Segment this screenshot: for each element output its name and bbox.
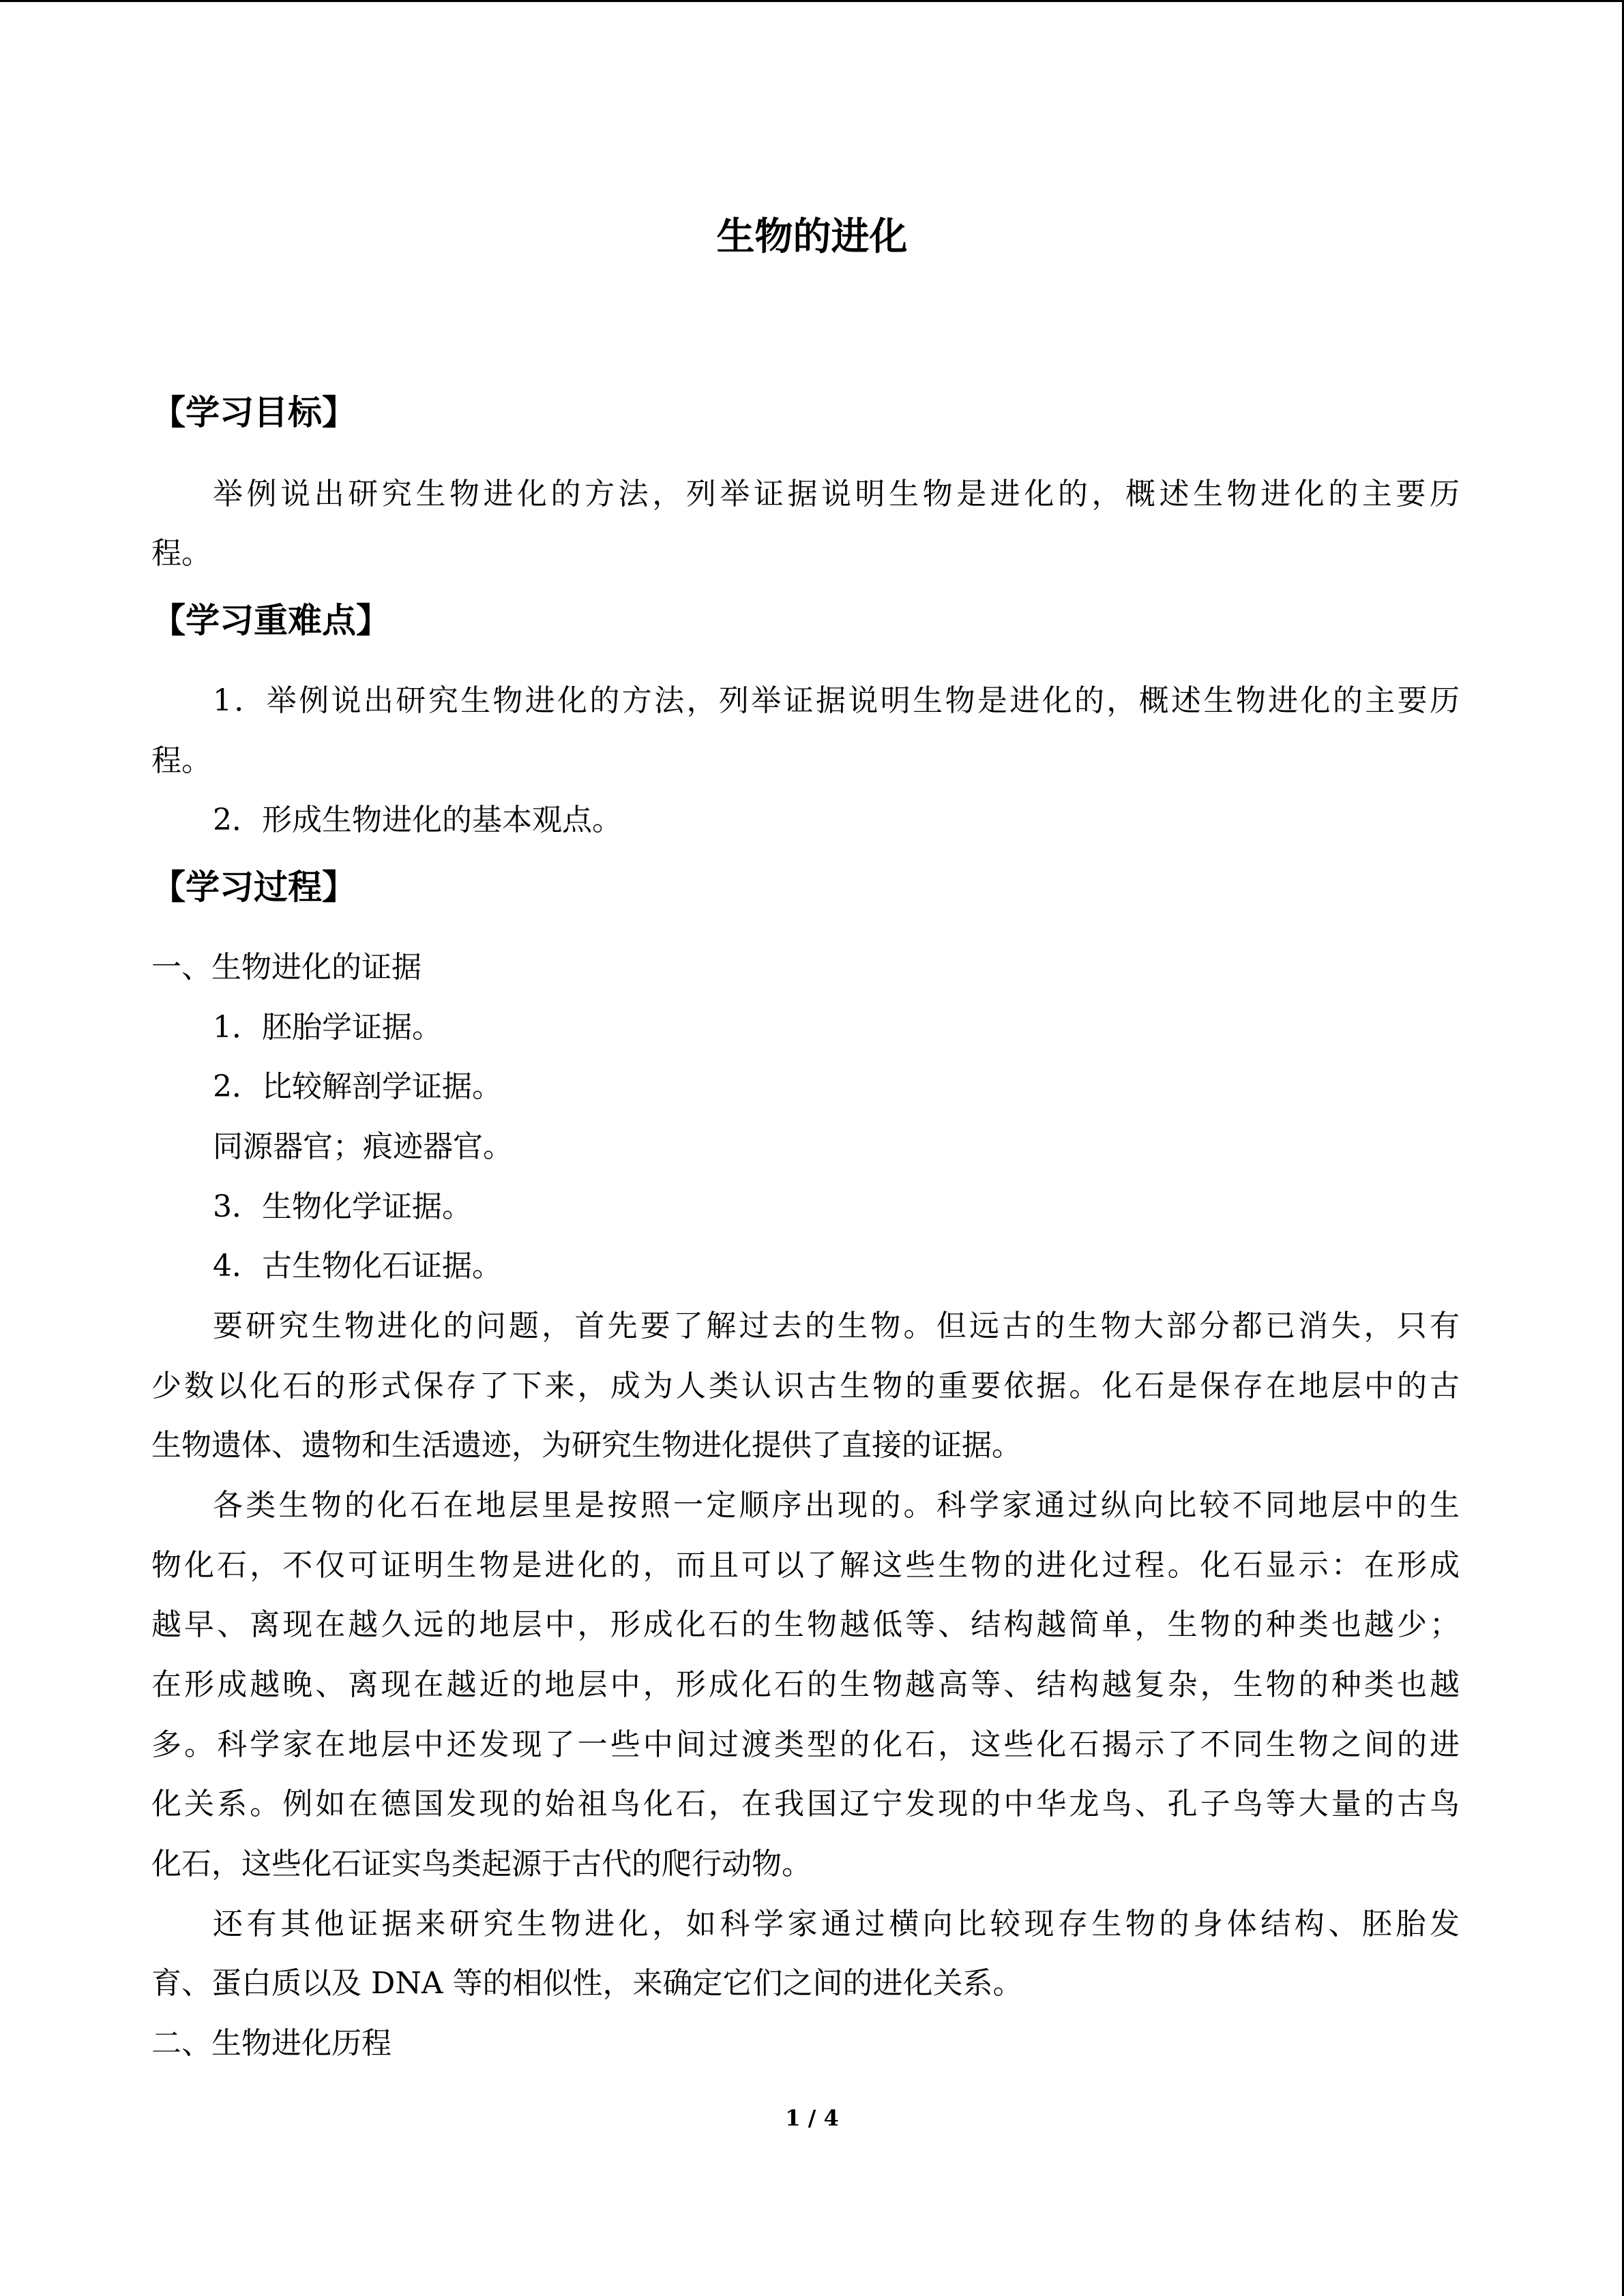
key-points-line-1: 1．举例说出研究生物进化的方法，列举证据说明生物是进化的，概述生物进化的主要历: [213, 683, 1460, 718]
subsection-1-title: 一、生物进化的证据: [151, 950, 422, 985]
para2-line: 物化石，不仅可证明生物是进化的，而且可以了解这些生物的进化过程。化石显示：在形成: [151, 1548, 1460, 1583]
evidence-item: 2．比较解剖学证据。: [213, 1069, 502, 1104]
para2-line: 在形成越晚、离现在越近的地层中，形成化石的生物越高等、结构越复杂，生物的种类也越: [151, 1667, 1460, 1702]
para3-line: 还有其他证据来研究生物进化，如科学家通过横向比较现存生物的身体结构、胚胎发: [213, 1907, 1460, 1941]
subsection-2-title: 二、生物进化历程: [151, 2026, 392, 2061]
page-border-top: [0, 0, 1624, 2]
key-points-line-2: 程。: [151, 743, 211, 778]
document-title: 生物的进化: [716, 215, 908, 259]
evidence-item: 1．胚胎学证据。: [213, 1010, 442, 1045]
para1-line: 少数以化石的形式保存了下来，成为人类认识古生物的重要依据。化石是保存在地层中的古: [151, 1369, 1460, 1403]
heading-key-points: 【学习重难点】: [151, 601, 390, 640]
page-number: 1 / 4: [785, 2105, 839, 2131]
evidence-item: 4．古生物化石证据。: [213, 1249, 502, 1283]
evidence-item: 3．生物化学证据。: [213, 1189, 472, 1224]
para2-line: 化石，这些化石证实鸟类起源于古代的爬行动物。: [151, 1847, 812, 1881]
para1-line: 要研究生物进化的问题，首先要了解过去的生物。但远古的生物大部分都已消失，只有: [213, 1309, 1460, 1343]
para2-line: 多。科学家在地层中还发现了一些中间过渡类型的化石，这些化石揭示了不同生物之间的进: [151, 1727, 1460, 1762]
para2-line: 化关系。例如在德国发现的始祖鸟化石，在我国辽宁发现的中华龙鸟、孔子鸟等大量的古鸟: [151, 1787, 1460, 1821]
objectives-line-2: 程。: [151, 536, 211, 571]
evidence-item: 同源器官；痕迹器官。: [213, 1129, 513, 1164]
para2-line: 各类生物的化石在地层里是按照一定顺序出现的。科学家通过纵向比较不同地层中的生: [213, 1488, 1460, 1523]
objectives-line-1: 举例说出研究生物进化的方法，列举证据说明生物是进化的，概述生物进化的主要历: [213, 477, 1460, 511]
heading-objectives: 【学习目标】: [151, 393, 356, 432]
heading-process: 【学习过程】: [151, 867, 356, 907]
para2-line: 越早、离现在越久远的地层中，形成化石的生物越低等、结构越简单，生物的种类也越少；: [151, 1607, 1460, 1642]
key-points-line-3: 2．形成生物进化的基本观点。: [213, 803, 622, 837]
para3-line: 育、蛋白质以及 DNA 等的相似性，来确定它们之间的进化关系。: [151, 1966, 1023, 2001]
para1-line: 生物遗体、遗物和生活遗迹，为研究生物进化提供了直接的证据。: [151, 1428, 1022, 1463]
